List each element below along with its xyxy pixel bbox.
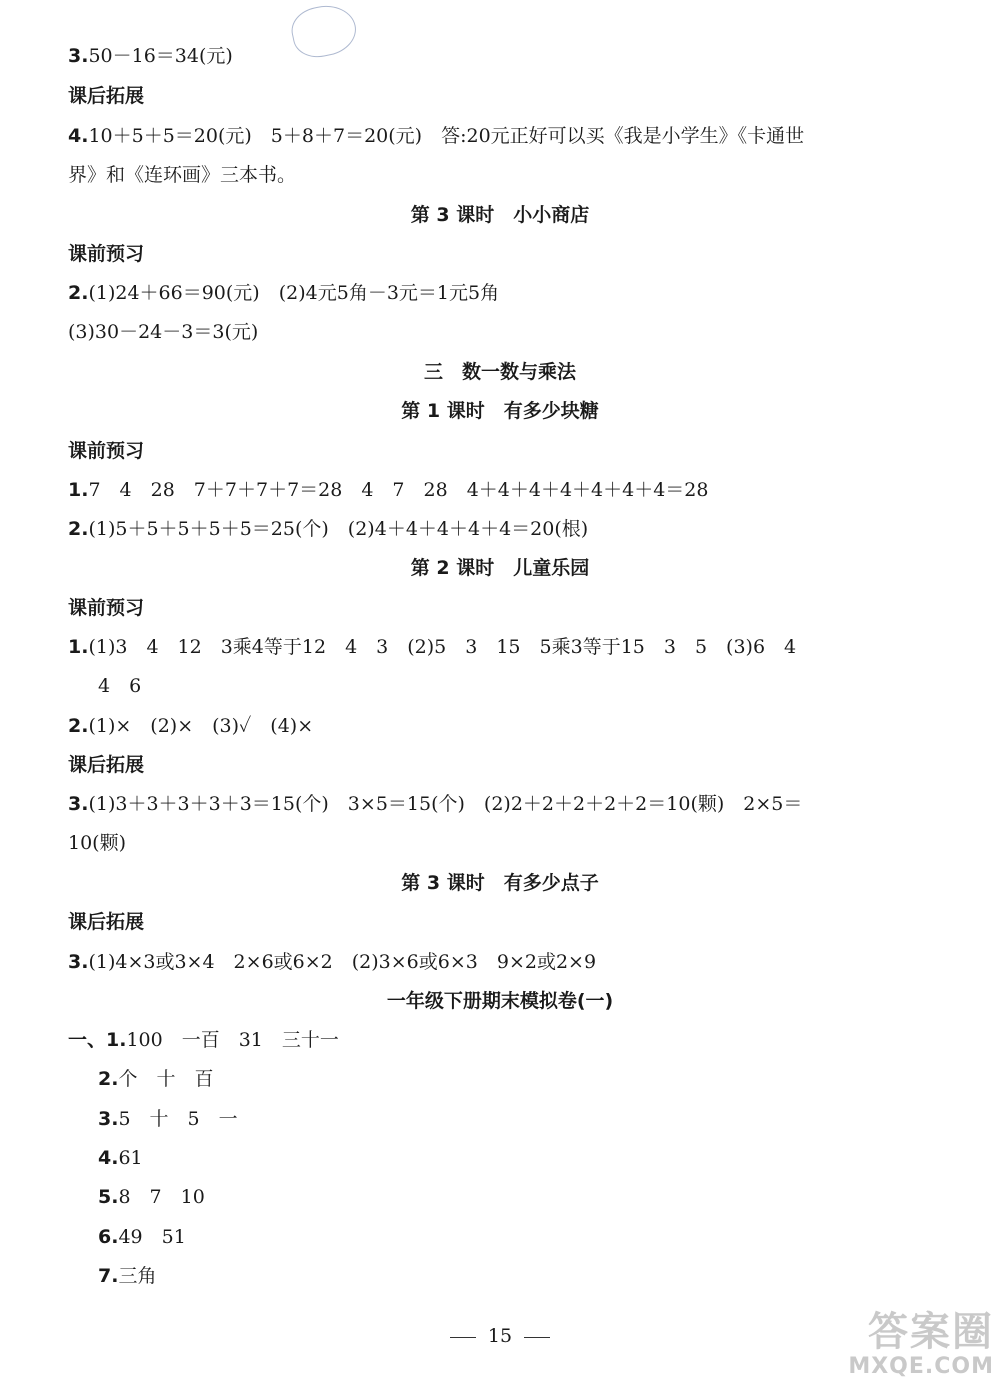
answer-line: [68, 714, 313, 738]
answer-text: (1)4×3或3×4 2×6或6×2 (2)3×6或6×3 9×2或2×9: [88, 951, 597, 973]
item-number: 3.: [68, 45, 89, 67]
item-number: 2.: [68, 282, 89, 304]
answer-text: 4 6: [98, 675, 142, 697]
subsection-heading: 课后拓展: [68, 911, 145, 933]
watermark-bottom: MXQE.COM: [848, 1354, 994, 1379]
item-number: 4.: [98, 1147, 119, 1169]
answer-text: (1)5＋5＋5＋5＋5＝25(个) (2)4＋4＋4＋4＋4＝20(根): [88, 518, 589, 540]
answer-text: 61: [118, 1147, 143, 1169]
section-title: 三 数一数与乘法: [423, 361, 576, 383]
stamp-mark: [288, 0, 361, 62]
answer-text: (1)× (2)× (3)✓ (4)×: [88, 715, 314, 737]
subsection-heading: 课前预习: [68, 243, 145, 265]
answer-line: [68, 635, 796, 659]
answer-text: 100 一百 31 三十一: [126, 1029, 339, 1051]
answer-line: [68, 124, 804, 148]
answer-text: 8 7 10: [118, 1186, 205, 1208]
answer-text: (1)3 4 12 3乘4等于12 4 3 (2)5 3 15 5乘3等于15 3 5 (3)6 4: [88, 636, 797, 658]
answer-line: [68, 281, 499, 305]
answer-line: [68, 163, 296, 187]
answer-line: [68, 792, 802, 816]
section-title: 第 3 课时 有多少点子: [401, 872, 599, 894]
item-number: 3.: [98, 1108, 119, 1130]
answer-text: 界》和《连环画》三本书。: [68, 164, 297, 186]
item-number: 1.: [68, 636, 89, 658]
answer-line: [68, 950, 596, 974]
answer-line: [68, 1028, 339, 1052]
answer-line: [68, 517, 588, 541]
answer-text: (3)30－24－3＝3(元): [68, 321, 259, 343]
answer-text: 个 十 百: [118, 1068, 214, 1090]
answer-line: [98, 1067, 213, 1091]
item-number: 2.: [98, 1068, 119, 1090]
subsection-heading: 课前预习: [68, 597, 145, 619]
item-number: 7.: [98, 1265, 119, 1287]
item-number: 一、1.: [68, 1029, 127, 1051]
item-number: 3.: [68, 951, 89, 973]
answer-text: 50－16＝34(元): [88, 45, 233, 67]
answer-line: [98, 1185, 205, 1209]
section-title: 第 1 课时 有多少块糖: [401, 400, 599, 422]
subsection-heading: 课后拓展: [68, 754, 145, 776]
answer-text: 10＋5＋5＝20(元) 5＋8＋7＝20(元) 答:20元正好可以买《我是小学生》《卡通世: [88, 125, 805, 147]
item-number: 2.: [68, 715, 89, 737]
item-number: 4.: [68, 125, 89, 147]
watermark-logo: [804, 1310, 994, 1380]
answer-line: [68, 44, 233, 68]
answer-text: (1)24＋66＝90(元) (2)4元5角－3元＝1元5角: [88, 282, 500, 304]
answer-text: 三角: [118, 1265, 157, 1287]
answer-line: [98, 1225, 186, 1249]
section-title: 第 3 课时 小小商店: [410, 204, 590, 226]
answer-line: [98, 1264, 156, 1288]
item-number: 1.: [68, 479, 89, 501]
answer-line: [68, 320, 258, 344]
answer-line: [98, 674, 141, 698]
item-number: 6.: [98, 1226, 119, 1248]
item-number: 5.: [98, 1186, 119, 1208]
item-number: 3.: [68, 793, 89, 815]
answer-text: 10(颗): [68, 832, 127, 854]
answer-line: [98, 1146, 143, 1170]
section-title: 第 2 课时 儿童乐园: [410, 557, 590, 579]
answer-text: 7 4 28 7＋7＋7＋7＝28 4 7 28 4＋4＋4＋4＋4＋4＋4＝28: [88, 479, 709, 501]
answer-line: [68, 831, 126, 855]
item-number: 2.: [68, 518, 89, 540]
subsection-heading: 课前预习: [68, 440, 145, 462]
answer-text: 49 51: [118, 1226, 186, 1248]
subsection-heading: 课后拓展: [68, 85, 145, 107]
section-title: 一年级下册期末模拟卷(一): [386, 990, 614, 1012]
answer-line: [68, 478, 709, 502]
answer-text: (1)3＋3＋3＋3＋3＝15(个) 3×5＝15(个) (2)2＋2＋2＋2＋2＝10(颗) 2×5＝: [88, 793, 803, 815]
answer-text: 5 十 5 一: [118, 1108, 238, 1130]
watermark-top: 答案圈: [868, 1309, 994, 1355]
answer-line: [98, 1107, 238, 1131]
page-number: 15: [0, 1325, 1000, 1347]
